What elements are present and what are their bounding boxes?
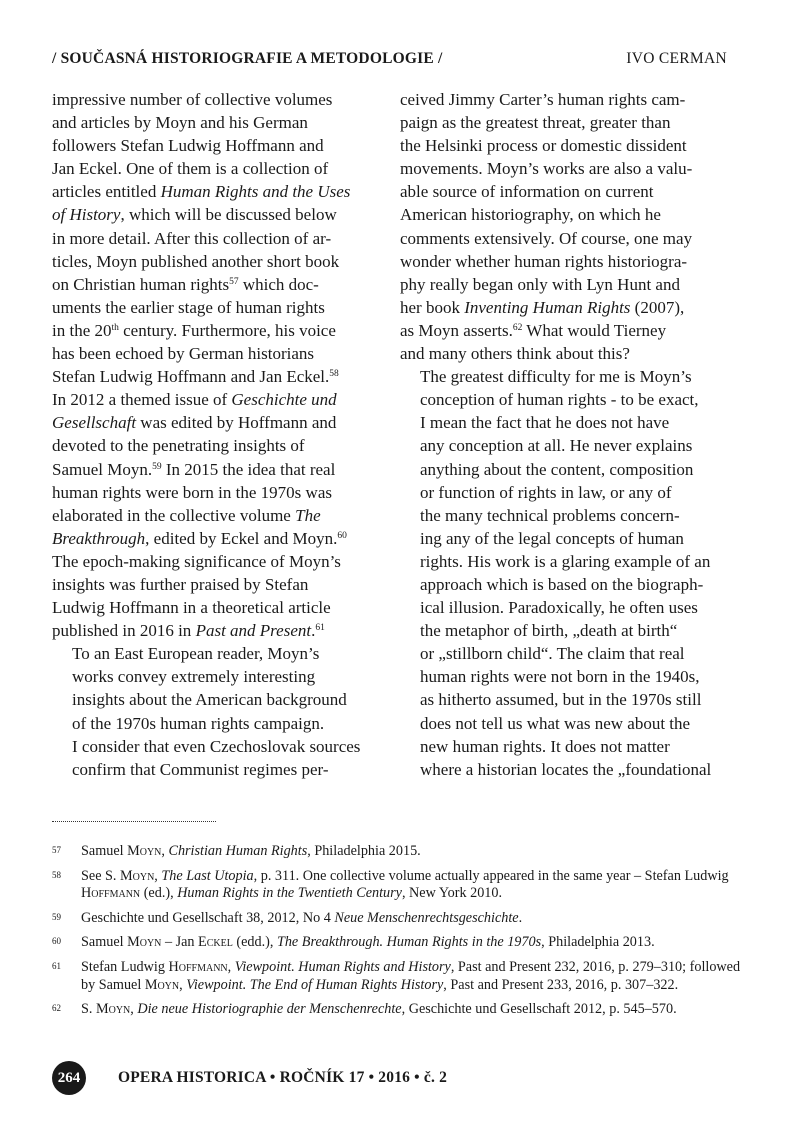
footnote-number: 57	[52, 845, 61, 855]
footnote-61	[52, 959, 742, 994]
text-line: works convey extremely interesting	[72, 667, 316, 687]
text-line: of the 1970s human rights campaign.	[72, 713, 325, 733]
text-line: Stefan Ludwig Hoffmann and Jan Eckel.$^{58}$	[52, 367, 339, 387]
text-line: I mean the fact that he does not have	[420, 413, 670, 433]
right-column	[400, 88, 726, 781]
text-line: uments the earlier stage of human rights	[52, 297, 325, 317]
paragraph-3	[400, 365, 726, 781]
journal-title: Gesellschaft	[52, 413, 137, 433]
text-line: paign as the greatest threat, greater than	[400, 113, 671, 133]
text-line: where a historian locates the „foundational	[420, 759, 712, 779]
footnote-text: See S. Moyn, The Last Utopia, p. 311. One collective volume actually appeared in the same year – Stefan Ludwig Hoffmann (ed.), Human Rights in the Twentieth Century, New York 2010.	[81, 867, 729, 902]
text-line: any conception at all. He never explains	[420, 436, 693, 456]
journal-title: Geschichte und	[231, 390, 337, 410]
text-line: American historiography, on which he	[400, 205, 661, 225]
text-line: confirm that Communist regimes per-	[72, 759, 329, 779]
text-line: Gesellschaft was edited by Hoffmann and	[52, 413, 337, 433]
text-line: To an East European reader, Moyn’s	[72, 644, 320, 664]
text-line: insights was further praised by Stefan	[52, 574, 309, 594]
text-line: articles entitled Human Rights and the Uses	[52, 182, 351, 202]
book-title: Inventing Human Rights	[464, 297, 631, 317]
text-line: approach which is based on the biograph-	[420, 574, 704, 594]
text-line: or „stillborn child“. The claim that real	[420, 644, 685, 664]
text-line: human rights were not born in the 1940s,	[420, 667, 700, 687]
footnote-ref-58[interactable]: 58	[329, 369, 339, 380]
footnote-59	[52, 910, 742, 928]
text-line: the metaphor of birth, „death at birth“	[420, 621, 678, 641]
text-line: ing any of the legal concepts of human	[420, 528, 684, 548]
text-line: movements. Moyn’s works are also a valu-	[400, 159, 693, 179]
footnote-ref-61[interactable]: 61	[315, 623, 325, 634]
text-line: Samuel Moyn.$^{59}$ In 2015 the idea that real	[52, 459, 336, 479]
footnote-number: 61	[52, 960, 61, 971]
left-column	[52, 88, 378, 781]
text-line: Ludwig Hoffmann in a theoretical article	[52, 598, 331, 618]
text-line: The greatest difficulty for me is Moyn’s	[420, 367, 692, 387]
footnote-text: S. Moyn, Die neue Historiographie der Menschenrechte, Geschichte und Gesellschaft 2012, p. 545–570.	[81, 1001, 677, 1018]
text-line: published in 2016 in Past and Present.$^{61}$	[52, 621, 325, 641]
text-line: as hitherto assumed, but in the 1970s still	[420, 690, 702, 710]
text-line: wonder whether human rights historiogra-	[400, 251, 688, 271]
text-line: or function of rights in law, or any of	[420, 482, 672, 502]
text-line: able source of information on current	[400, 182, 654, 202]
text-line: Jan Eckel. One of them is a collection of	[52, 159, 329, 179]
page-number: 264	[52, 1061, 86, 1095]
footnote-number: 62	[52, 1003, 61, 1014]
text-line: The epoch-making significance of Moyn’s	[52, 551, 341, 571]
footnote-number: 59	[52, 911, 61, 922]
author-name: IVO CERMAN	[626, 50, 727, 67]
text-line: ceived Jimmy Carter’s human rights cam-	[400, 90, 686, 109]
text-line: impressive number of collective volumes	[52, 90, 333, 109]
text-line: does not tell us what was new about the	[420, 713, 691, 733]
text-line: In 2012 a themed issue of Geschichte und	[52, 390, 337, 410]
book-title: The	[295, 505, 321, 525]
journal-title: OPERA HISTORICA • ROČNÍK 17 • 2016 • č. 2	[118, 1069, 448, 1086]
footnote-number: 60	[52, 936, 61, 947]
book-title: Breakthrough	[52, 528, 146, 548]
text-line: in more detail. After this collection of ar-	[52, 228, 332, 248]
footnote-number: 58	[52, 869, 61, 880]
footnote-60	[52, 934, 742, 952]
footnote-ref-62[interactable]: 62	[512, 322, 523, 333]
running-head	[52, 50, 727, 68]
text-line: and articles by Moyn and his German	[52, 113, 308, 133]
book-title: Human Rights and the Uses	[160, 182, 351, 202]
text-line: devoted to the penetrating insights of	[52, 436, 305, 456]
footnote-ref-57[interactable]: 57	[229, 276, 239, 287]
page-footer	[52, 1061, 447, 1095]
text-line: and many others think about this?	[400, 344, 630, 364]
text-line: I consider that even Czechoslovak sources	[72, 736, 361, 756]
text-line: the many technical problems concern-	[420, 505, 680, 525]
text-line: her book Inventing Human Rights (2007),	[400, 297, 685, 317]
text-line: has been echoed by German historians	[52, 344, 314, 364]
text-line: in the 20th century. Furthermore, his voice	[52, 320, 336, 340]
text-line: elaborated in the collective volume The	[52, 505, 321, 525]
text-line: conception of human rights - to be exact,	[420, 390, 699, 410]
footnote-ref-59[interactable]: 59	[152, 461, 162, 472]
text-line: the Helsinki process or domestic dissident	[400, 136, 687, 156]
footnote-text: Stefan Ludwig Hoffmann, Viewpoint. Human Rights and History, Past and Present 232, 2016, p. 279–310; followed by Samuel Moyn, Viewpoint. The End of Human Rights History, Past and Present 233, 2016, p. 307–322.	[81, 958, 741, 993]
text-line: of History, which will be discussed below	[52, 205, 337, 225]
paragraph-2	[52, 642, 378, 781]
section-title: / SOUČASNÁ HISTORIOGRAFIE A METODOLOGIE /	[52, 50, 443, 67]
text-line: ticles, Moyn published another short book	[52, 251, 340, 271]
footnote-divider	[52, 821, 216, 822]
text-line: comments extensively. Of course, one may	[400, 228, 693, 248]
text-line: followers Stefan Ludwig Hoffmann and	[52, 136, 324, 156]
book-title: of History	[52, 205, 121, 225]
footnote-text: Samuel Moyn – Jan Eckel (edd.), The Breakthrough. Human Rights in the 1970s, Philadelphia 2013.	[81, 934, 655, 951]
text-line: Breakthrough, edited by Eckel and Moyn.$^{60}$	[52, 528, 347, 548]
paragraph-1	[52, 88, 378, 642]
footnote-text: Geschichte und Gesellschaft 38, 2012, No 4 Neue Menschenrechtsgeschichte.	[81, 909, 523, 926]
footnote-62	[52, 1001, 742, 1019]
footnotes	[52, 843, 742, 1026]
paragraph-2-cont	[400, 88, 726, 365]
footnote-ref-60[interactable]: 60	[337, 530, 347, 541]
text-line: on Christian human rights$^{57}$ which doc-	[52, 274, 319, 294]
text-line: new human rights. It does not matter	[420, 736, 670, 756]
journal-title: Past and Present	[195, 621, 312, 641]
text-line: rights. His work is a glaring example of an	[420, 551, 711, 571]
footnote-text: Samuel Moyn, Christian Human Rights, Philadelphia 2015.	[81, 843, 421, 859]
text-line: phy really began only with Lyn Hunt and	[400, 274, 680, 294]
text-line: ical illusion. Paradoxically, he often uses	[420, 598, 698, 618]
footnote-58	[52, 868, 742, 903]
text-line: anything about the content, composition	[420, 459, 694, 479]
footnote-57	[52, 843, 742, 861]
text-line: insights about the American background	[72, 690, 347, 710]
text-line: as Moyn asserts.$^{62}$ What would Tierney	[400, 320, 667, 340]
text-line: human rights were born in the 1970s was	[52, 482, 332, 502]
